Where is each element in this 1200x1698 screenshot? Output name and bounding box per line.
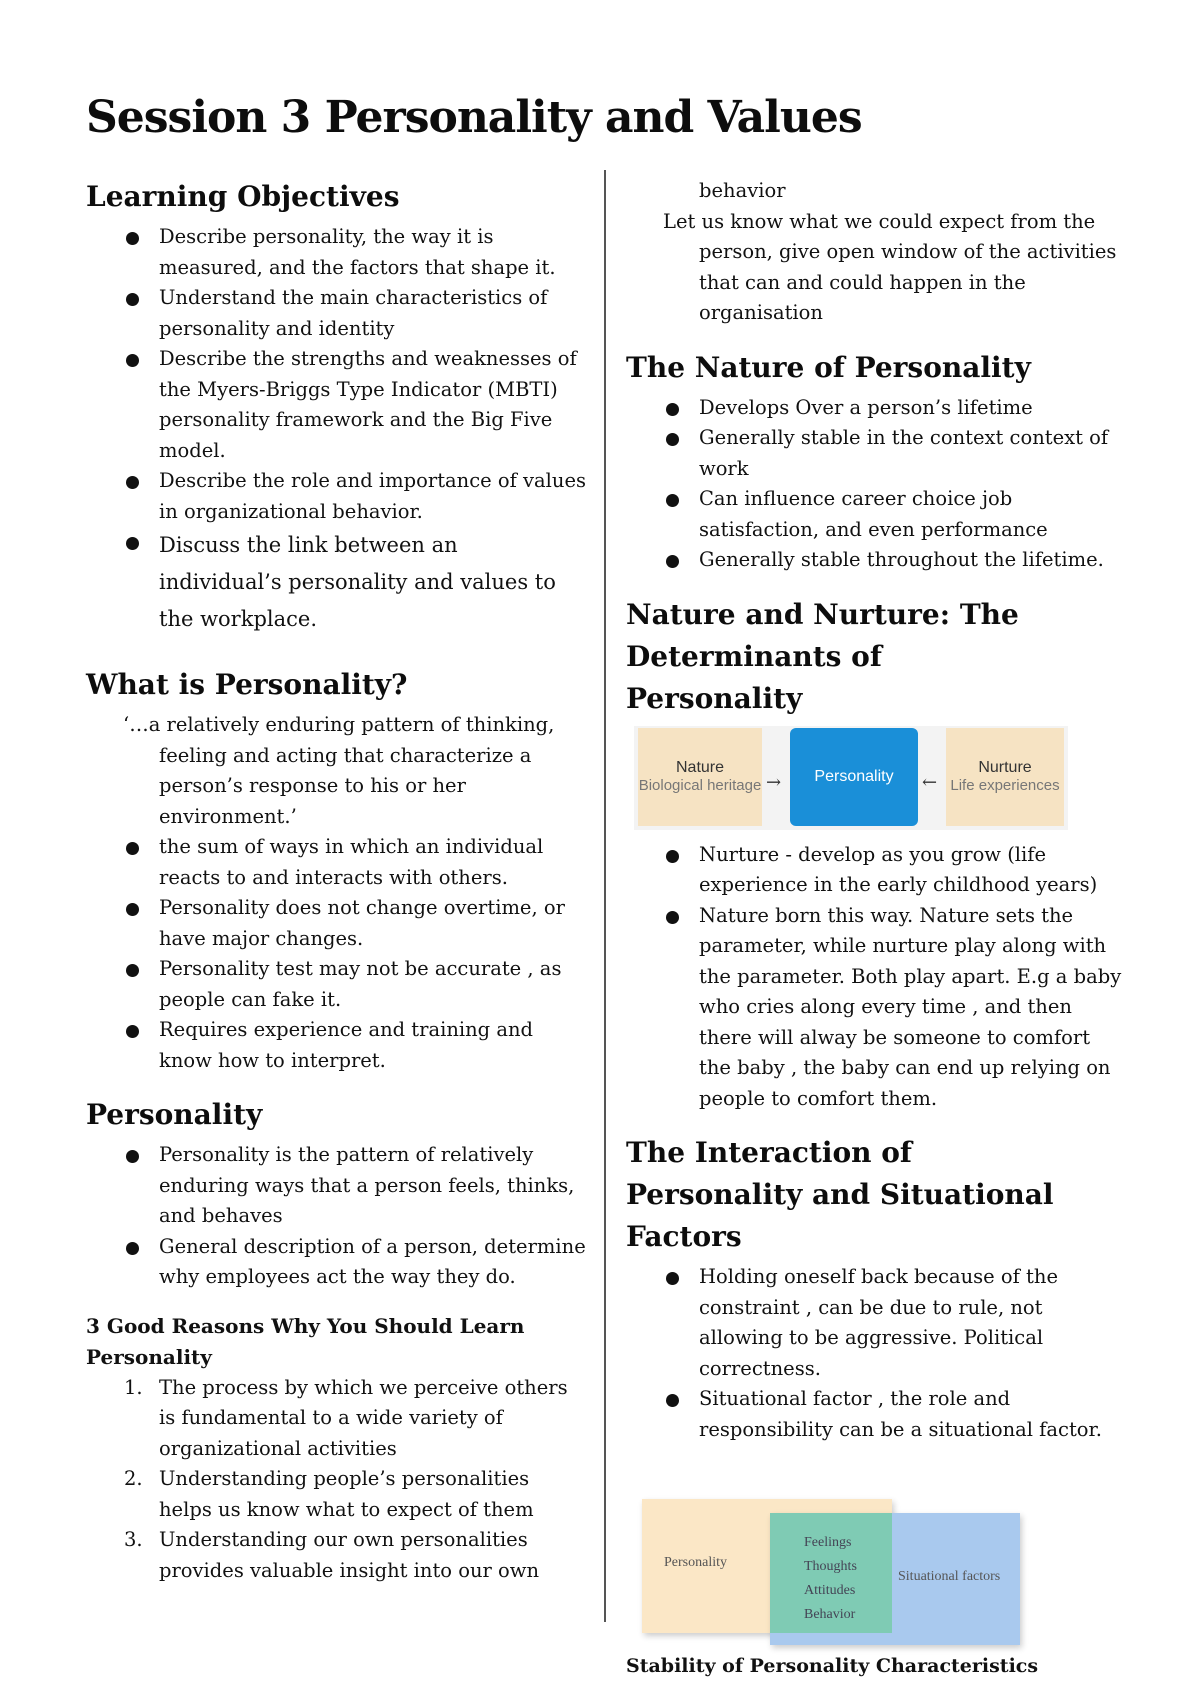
page-title: Session 3 Personality and Values xyxy=(86,92,862,143)
nature-box: Nature Biological heritage xyxy=(638,728,762,826)
what-is-personality-heading: What is Personality? xyxy=(86,668,408,701)
learning-objectives-list xyxy=(86,222,586,638)
list-item: Personality test may not be accurate , as people can fake it. xyxy=(86,954,586,1015)
personality-box: Personality xyxy=(790,728,918,826)
stability-heading: Stability of Personality Characteristics xyxy=(626,1655,1039,1677)
nature-nurture-heading: Nature and Nurture: The Determinants of Personality xyxy=(626,597,1019,715)
list-item: 2. Understanding people’s personalities helps us know what to expect of them xyxy=(124,1467,534,1521)
nurture-box: Nurture Life experiences xyxy=(946,728,1064,826)
interaction-figure xyxy=(636,1495,1026,1645)
list-item: Generally stable throughout the lifetime. xyxy=(626,545,1126,576)
right-column xyxy=(626,176,1126,1677)
situational-label: Situational factors xyxy=(898,1569,1001,1584)
list-item: Understand the main characteristics of personality and identity xyxy=(86,283,586,344)
arrow-right-icon: → xyxy=(766,771,782,793)
list-item: Can influence career choice job satisfaction, and even performance xyxy=(626,484,1126,545)
nature-nurture-figure xyxy=(634,726,1068,830)
continued-paragraph: Let us know what we could expect from the person, give open window of the activities that can and could happen in the organisation xyxy=(663,209,1117,324)
nature-nurture-list xyxy=(626,840,1126,1115)
list-item: 1. The process by which we perceive others is fundamental to a wide variety of organizational activities xyxy=(124,1375,568,1460)
overlap-list: Feelings Thoughts Attitudes Behavior xyxy=(804,1535,857,1622)
list-item: Generally stable in the context context of work xyxy=(626,423,1126,484)
nature-of-personality-list xyxy=(626,393,1126,576)
arrow-left-icon: ← xyxy=(922,771,938,793)
continued-text: behavior xyxy=(699,179,786,202)
reasons-list xyxy=(86,1373,586,1587)
list-item: Personality is the pattern of relatively enduring ways that a person feels, thinks, and behaves xyxy=(86,1140,586,1232)
list-item: Situational factor , the role and responsibility can be a situational factor. xyxy=(626,1384,1126,1445)
list-item: Nurture - develop as you grow (life experience in the early childhood years) xyxy=(626,840,1126,901)
list-item: Personality does not change overtime, or have major changes. xyxy=(86,893,586,954)
list-item: Nature born this way. Nature sets the parameter, while nurture play along with the parameter. Both play apart. E.g a baby who cries along every time , and then there will alway be someone to comfort the baby , the baby can end up relying on people to comfort them. xyxy=(626,901,1126,1115)
nature-of-personality-heading: The Nature of Personality xyxy=(626,350,1031,384)
list-item: the sum of ways in which an individual reacts to and interacts with others. xyxy=(86,832,586,893)
interaction-list xyxy=(626,1262,1126,1445)
list-item: Requires experience and training and know how to interpret. xyxy=(86,1015,586,1076)
reasons-heading: 3 Good Reasons Why You Should Learn Personality xyxy=(86,1313,525,1369)
list-item: Holding oneself back because of the constraint , can be due to rule, not allowing to be aggressive. Political correctness. xyxy=(626,1262,1126,1384)
list-item: Develops Over a person’s lifetime xyxy=(626,393,1126,424)
list-item: Discuss the link between an individual’s personality and values to the workplace. xyxy=(86,527,586,638)
list-item: Describe personality, the way it is measured, and the factors that shape it. xyxy=(86,222,586,283)
list-item: 3. Understanding our own personalities provides valuable insight into our own xyxy=(124,1528,540,1582)
what-is-personality-list xyxy=(86,832,586,1076)
list-item: General description of a person, determine why employees act the way they do. xyxy=(86,1232,586,1293)
learning-objectives-heading: Learning Objectives xyxy=(86,180,400,213)
definition-quote: ‘…a relatively enduring pattern of thinking, feeling and acting that characterize a person’s response to his or her environment.’ xyxy=(123,713,555,828)
personality-list xyxy=(86,1140,586,1293)
interaction-heading: The Interaction of Personality and Situational Factors xyxy=(626,1136,1054,1253)
list-item: Describe the role and importance of values in organizational behavior. xyxy=(86,466,586,527)
list-item: Describe the strengths and weaknesses of the Myers-Briggs Type Indicator (MBTI) personality framework and the Big Five model. xyxy=(86,344,586,466)
column-divider xyxy=(604,170,606,1622)
left-column xyxy=(86,176,586,1586)
personality-label: Personality xyxy=(664,1555,727,1570)
personality-heading: Personality xyxy=(86,1098,263,1131)
